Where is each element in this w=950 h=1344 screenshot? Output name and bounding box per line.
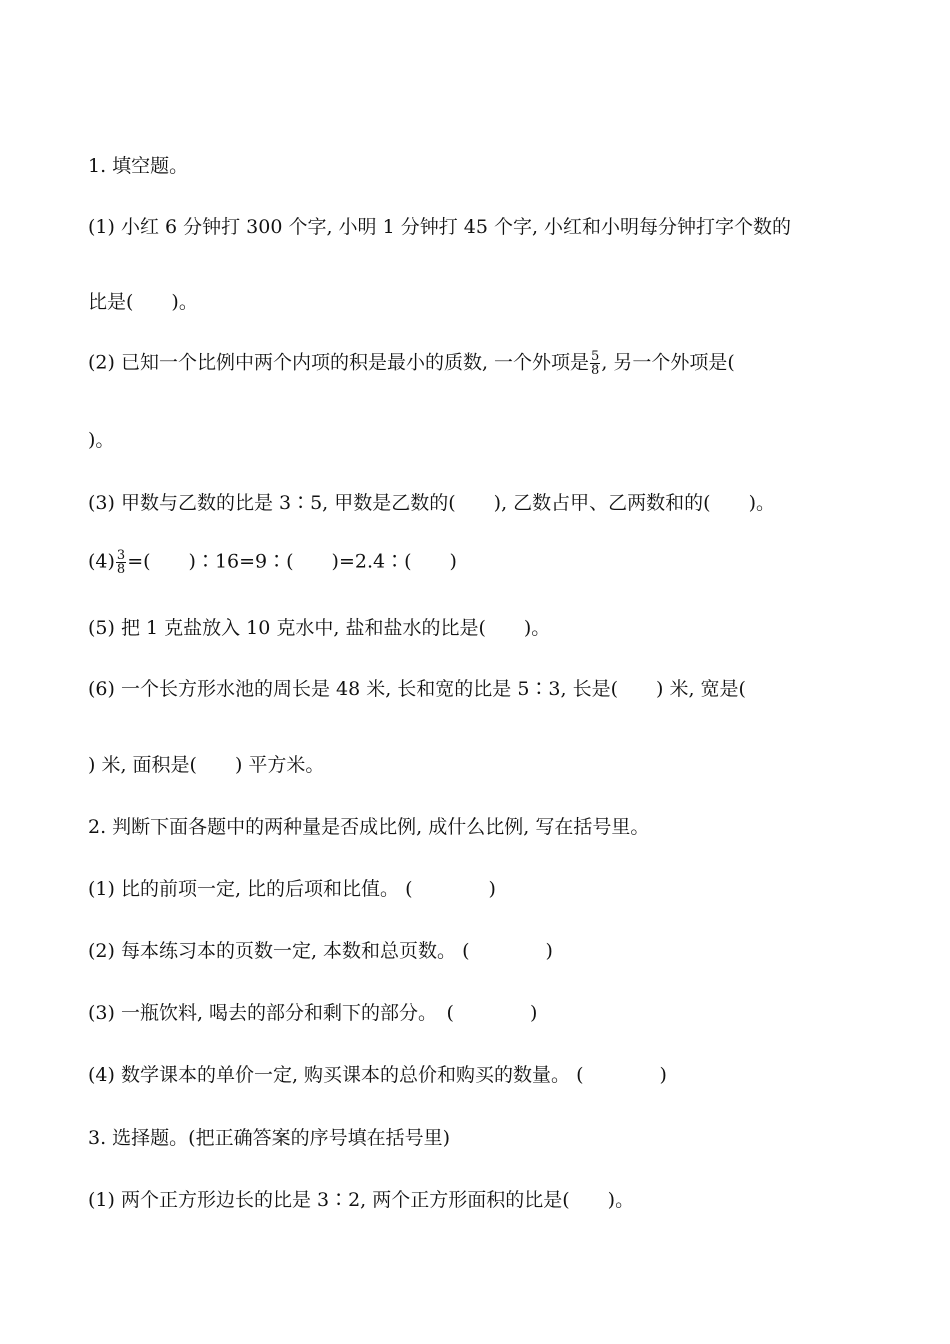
question-1-1-line-1: (1) 小红 6 分钟打 300 个字, 小明 1 分钟打 45 个字, 小红和小明每分钟打字个数的 [88,216,792,238]
fraction-denominator: 8 [116,562,126,577]
question-1-5: (5) 把 1 克盐放入 10 克水中, 盐和盐水的比是( )。 [88,617,551,639]
section-1-heading: 1. 填空题。 [88,155,189,177]
question-1-1-line-2: 比是( )。 [88,291,198,313]
question-2-2: (2) 每本练习本的页数一定, 本数和总页数。 ( ) [88,940,553,962]
question-1-6-line-2: ) 米, 面积是( ) 平方米。 [88,754,325,776]
fraction-five-eighths [590,350,600,377]
question-1-2-text-before: (2) 已知一个比例中两个内项的积是最小的质数, 一个外项是 [88,351,590,374]
question-1-4-text: =( )∶16=9∶( )=2.4∶( ) [127,550,457,573]
question-2-4: (4) 数学课本的单价一定, 购买课本的总价和购买的数量。 ( ) [88,1064,667,1086]
section-2-heading: 2. 判断下面各题中的两种量是否成比例, 成什么比例, 写在括号里。 [88,816,650,838]
question-1-6-line-1: (6) 一个长方形水池的周长是 48 米, 长和宽的比是 5∶3, 长是( ) 米, 宽是( [88,678,746,700]
question-1-2-text-after: , 另一个外项是( [601,351,735,374]
question-1-2-line-1 [88,350,735,377]
question-1-2-line-2: )。 [88,429,115,451]
fraction-three-eighths [116,549,126,576]
fraction-numerator: 5 [591,349,600,364]
question-2-3: (3) 一瓶饮料, 喝去的部分和剩下的部分。 ( ) [88,1002,538,1024]
question-2-1: (1) 比的前项一定, 比的后项和比值。 ( ) [88,878,496,900]
fraction-numerator: 3 [116,548,126,563]
question-1-4 [88,549,457,576]
question-3-1: (1) 两个正方形边长的比是 3∶2, 两个正方形面积的比是( )。 [88,1189,635,1211]
question-1-3: (3) 甲数与乙数的比是 3∶5, 甲数是乙数的( ), 乙数占甲、乙两数和的( )。 [88,492,775,514]
section-3-heading: 3. 选择题。(把正确答案的序号填在括号里) [88,1127,450,1149]
fraction-denominator: 8 [591,363,600,378]
question-1-4-label: (4) [88,550,115,573]
